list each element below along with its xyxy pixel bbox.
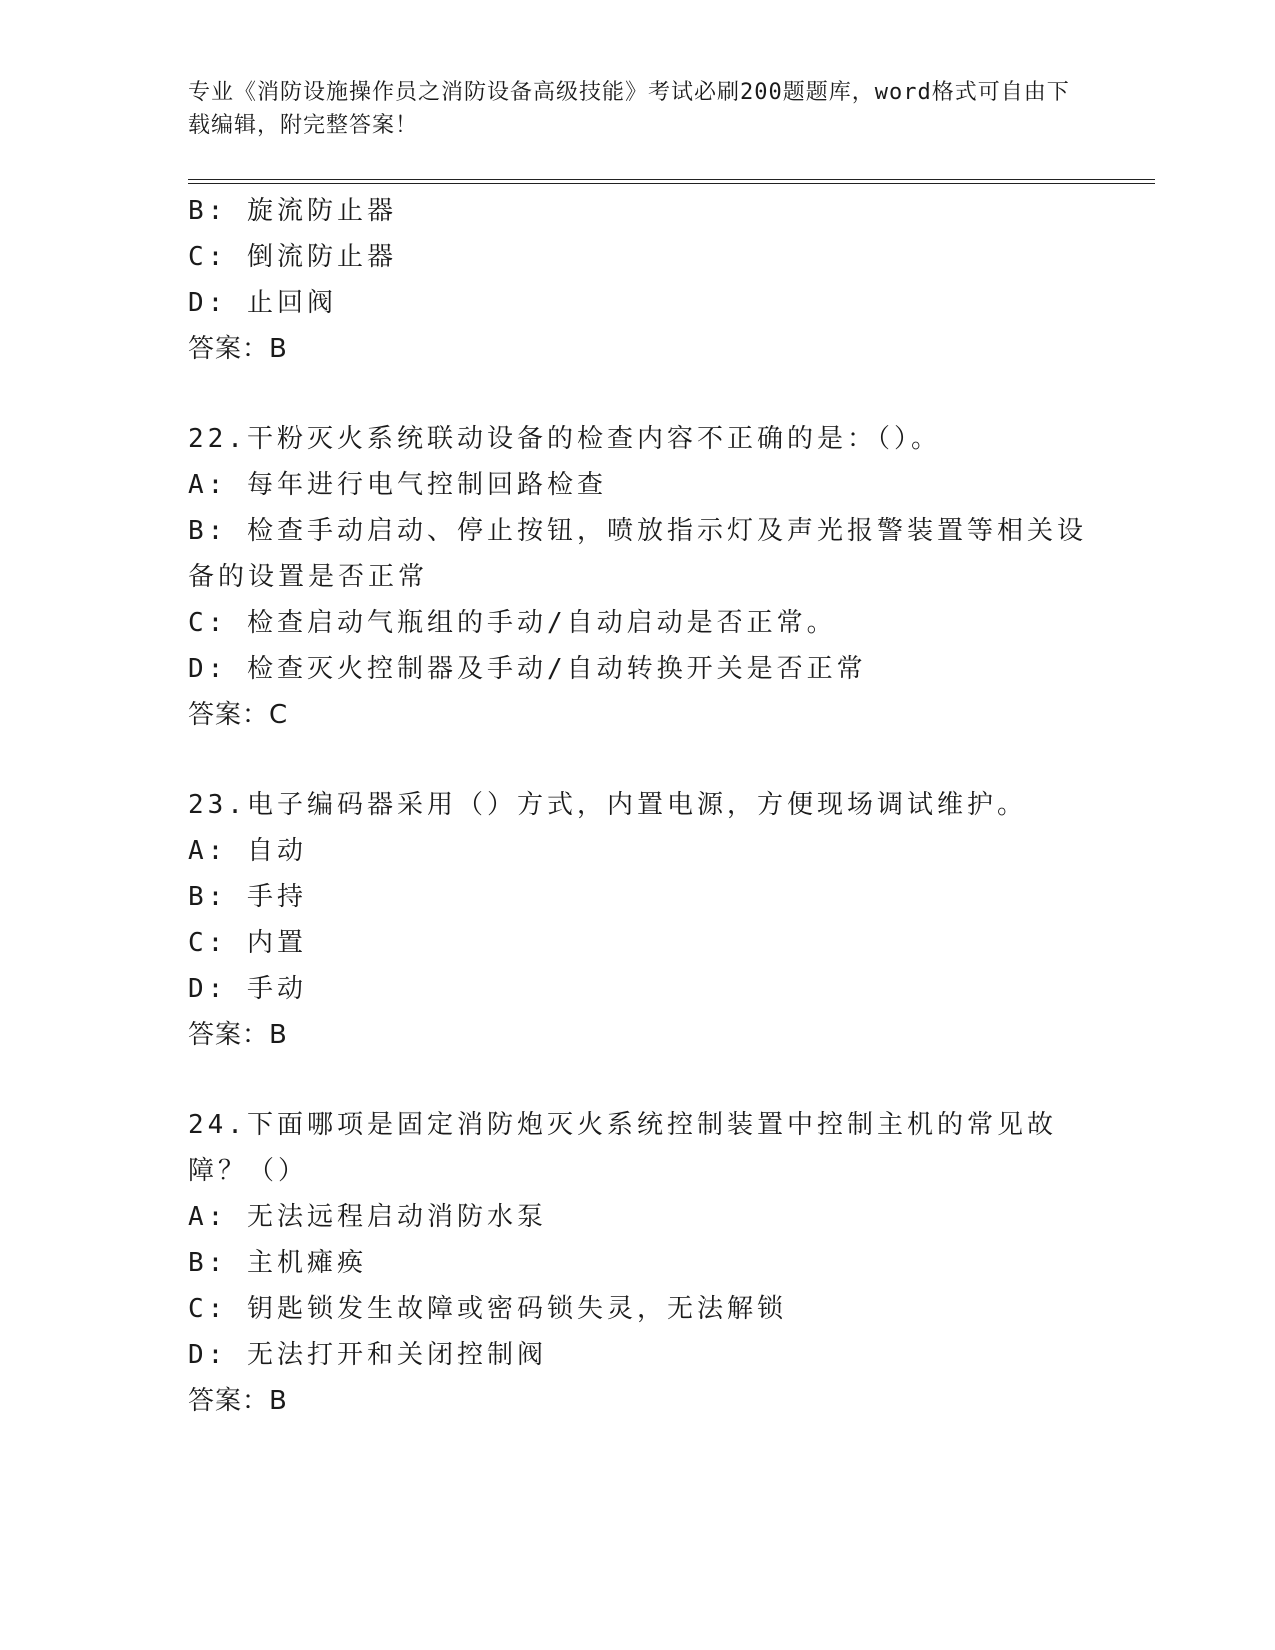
option-d: D: 无法打开和关闭控制阀 bbox=[188, 1340, 547, 1370]
option-c: C: 倒流防止器 bbox=[188, 242, 397, 272]
option-b: B: 主机瘫痪 bbox=[188, 1248, 367, 1278]
answer-label: 答案：B bbox=[188, 1386, 288, 1416]
option-b: B: 检查手动启动、停止按钮，喷放指示灯及声光报警装置等相关设备的设置是否正常 bbox=[188, 516, 1087, 592]
option-b: B: 手持 bbox=[188, 882, 307, 912]
question-stem: 22.干粉灭火系统联动设备的检查内容不正确的是：（）。 bbox=[188, 424, 941, 454]
option-d: D: 检查灭火控制器及手动/自动转换开关是否正常 bbox=[188, 654, 867, 684]
question-22 bbox=[188, 416, 1088, 738]
option-c: C: 钥匙锁发生故障或密码锁失灵，无法解锁 bbox=[188, 1294, 787, 1324]
spacer bbox=[188, 1058, 1088, 1102]
spacer bbox=[188, 372, 1088, 416]
answer-label: 答案：B bbox=[188, 1020, 288, 1050]
option-c: C: 检查启动气瓶组的手动/自动启动是否正常。 bbox=[188, 608, 837, 638]
option-d: D: 手动 bbox=[188, 974, 307, 1004]
question-23 bbox=[188, 782, 1088, 1058]
option-a: A: 每年进行电气控制回路检查 bbox=[188, 470, 607, 500]
page-header: 专业《消防设施操作员之消防设备高级技能》考试必刷200题题库，word格式可自由下载编辑，附完整答案！ bbox=[188, 80, 1070, 138]
question-content bbox=[188, 188, 1088, 1424]
option-a: A: 自动 bbox=[188, 836, 307, 866]
option-c: C: 内置 bbox=[188, 928, 307, 958]
option-b: B: 旋流防止器 bbox=[188, 196, 397, 226]
question-24 bbox=[188, 1102, 1088, 1424]
question-stem: 23.电子编码器采用（）方式，内置电源，方便现场调试维护。 bbox=[188, 790, 1027, 820]
answer-label: 答案：C bbox=[188, 700, 289, 730]
answer-label: 答案：B bbox=[188, 334, 288, 364]
question-stem: 24.下面哪项是固定消防炮灭火系统控制装置中控制主机的常见故障？（） bbox=[188, 1110, 1057, 1186]
header-divider bbox=[188, 179, 1155, 184]
option-d: D: 止回阀 bbox=[188, 288, 337, 318]
spacer bbox=[188, 738, 1088, 782]
continued-question-block bbox=[188, 188, 1088, 372]
option-a: A: 无法远程启动消防水泵 bbox=[188, 1202, 547, 1232]
